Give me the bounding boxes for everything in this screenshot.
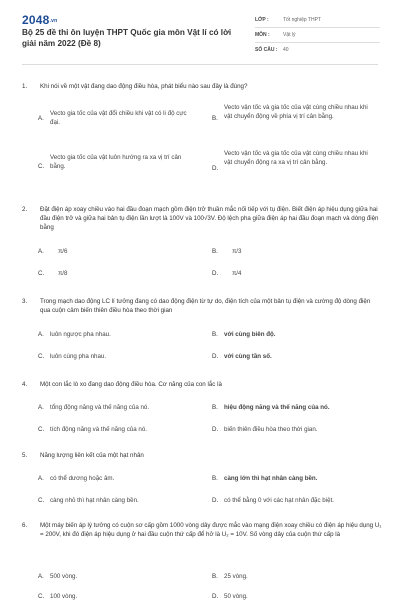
option-label: A. [38,331,44,338]
option-text: tổng động năng và thế năng của nó. [50,404,150,411]
option-text: càng lớn thì hạt nhân càng bền. [224,475,318,482]
option-label: D. [212,270,219,277]
option-text: càng nhỏ thì hạt nhân càng bền. [50,497,139,504]
option-text: 500 vòng. [50,573,78,580]
option-text: 50 vòng. [224,593,248,600]
option-text: Vecto vận tốc và gia tốc của vật cùng chiều nhau khi vật chuyển động về phía vị trí cân bằng. [224,104,368,120]
option-text: có thể bằng 0 với các hạt nhân đặc biệt. [224,497,335,504]
option-text: Vecto gia tốc của vật đổi chiều khi vật có li độ cực đại. [50,110,187,126]
option-label: D. [212,426,219,433]
logo-sub: .vn [49,17,58,24]
meta-value: Tốt nghiệp THPT [283,17,321,23]
option-label: A. [38,404,44,411]
option-label: C. [38,353,45,360]
option-text: π/8 [58,270,68,277]
meta-key: SỐ CÂU : [255,47,278,53]
meta-row-class [255,13,380,28]
option-label: C. [38,426,45,433]
option-label: B. [212,404,218,411]
question-number: 1. [22,83,28,90]
meta-key: LỚP : [255,17,269,23]
meta-row-count [255,43,380,57]
option-text: với cùng biên độ. [224,331,276,338]
question-stem: Một máy biến áp lý tưởng có cuộn sơ cấp gồm 1000 vòng dây được mắc vào mạng điện xoay chiều có điện áp hiệu dụng U₁ = 200V, khi đó điện áp hiệu dụng ở hai đầu cuộn thứ cấp để hở là U₂ = 10V. Số vòng dây của cuộn thứ cấp là [40,522,382,538]
option-label: B. [212,475,218,482]
meta-table [255,13,380,57]
option-text: Vecto gia tốc của vật luôn hướng ra xa vị trí cân bằng. [50,154,182,170]
document-title: Bộ 25 đề thi ôn luyện THPT Quốc gia môn Vật lí có lời giải năm 2022 (Đề 8) [22,28,232,48]
option-text: 100 vòng. [50,593,78,600]
site-logo[interactable] [22,13,57,27]
question-number: 4. [22,381,28,388]
option-label: A. [38,475,44,482]
question-stem: Năng lượng liên kết của một hạt nhân [40,452,144,459]
option-label: A. [38,573,44,580]
question-stem: Trong mạch dao động LC lí tưởng đang có dao động điện từ tự do, điện tích của một bản tụ điện và cường độ dòng điện qua cuộn cảm biến thiên điều hòa theo thời gian [40,298,371,314]
question-number: 6. [22,522,28,529]
option-text: biến thiên điều hòa theo thời gian. [224,426,318,433]
meta-key: MÔN : [255,32,270,38]
option-label: D. [212,593,219,600]
option-text: luôn ngược pha nhau. [50,331,111,338]
option-text: hiệu động năng và thế năng của nó. [224,404,330,411]
question-number: 5. [22,452,28,459]
option-label: A. [38,115,44,122]
logo-main: 2048 [22,13,50,27]
option-text: tích động năng và thế năng của nó. [50,426,148,433]
question-stem: Đặt điện áp xoay chiều vào hai đầu đoạn mạch gồm điện trở thuần mắc nối tiếp với tụ điện. Biết điện áp hiệu dụng giữa hai đầu điện trở và giữa hai bản tụ điện lần lượt là 100V và 100√3V. Độ lệch pha giữa điện áp hai đầu đoạn mạch và dòng điện bằng [40,206,379,231]
option-label: C. [38,270,45,277]
option-label: D. [212,165,219,172]
option-label: D. [212,353,219,360]
option-label: C. [38,497,45,504]
option-text: Vecto vận tốc và gia tốc của vật cùng chiều nhau khi vật chuyển động ra xa vị trí cân bằng. [224,150,368,166]
option-text: luôn cùng pha nhau. [50,353,107,360]
question-number: 3. [22,298,28,305]
meta-value: Vật lý [283,32,296,38]
question-stem: Một con lắc lò xo đang dao động điều hòa. Cơ năng của con lắc là [40,381,222,388]
meta-value: 40 [283,47,289,53]
option-label: A. [38,248,44,255]
option-text: có thể dương hoặc âm. [50,475,115,482]
option-text: π/4 [232,270,242,277]
option-label: B. [212,248,218,255]
question-stem: Khi nói về một vật đang dao động điều hòa, phát biểu nào sau đây là đúng? [40,83,248,90]
header-divider [22,64,378,65]
option-label: C. [38,163,45,170]
option-text: π/3 [232,248,242,255]
option-label: B. [212,573,218,580]
option-text: với cùng tần số. [224,353,272,360]
option-text: π/6 [58,248,68,255]
option-text: 25 vòng. [224,573,248,580]
meta-row-subject [255,28,380,43]
question-number: 2. [22,206,28,213]
option-label: B. [212,115,218,122]
option-label: D. [212,497,219,504]
option-label: C. [38,593,45,600]
option-label: B. [212,331,218,338]
